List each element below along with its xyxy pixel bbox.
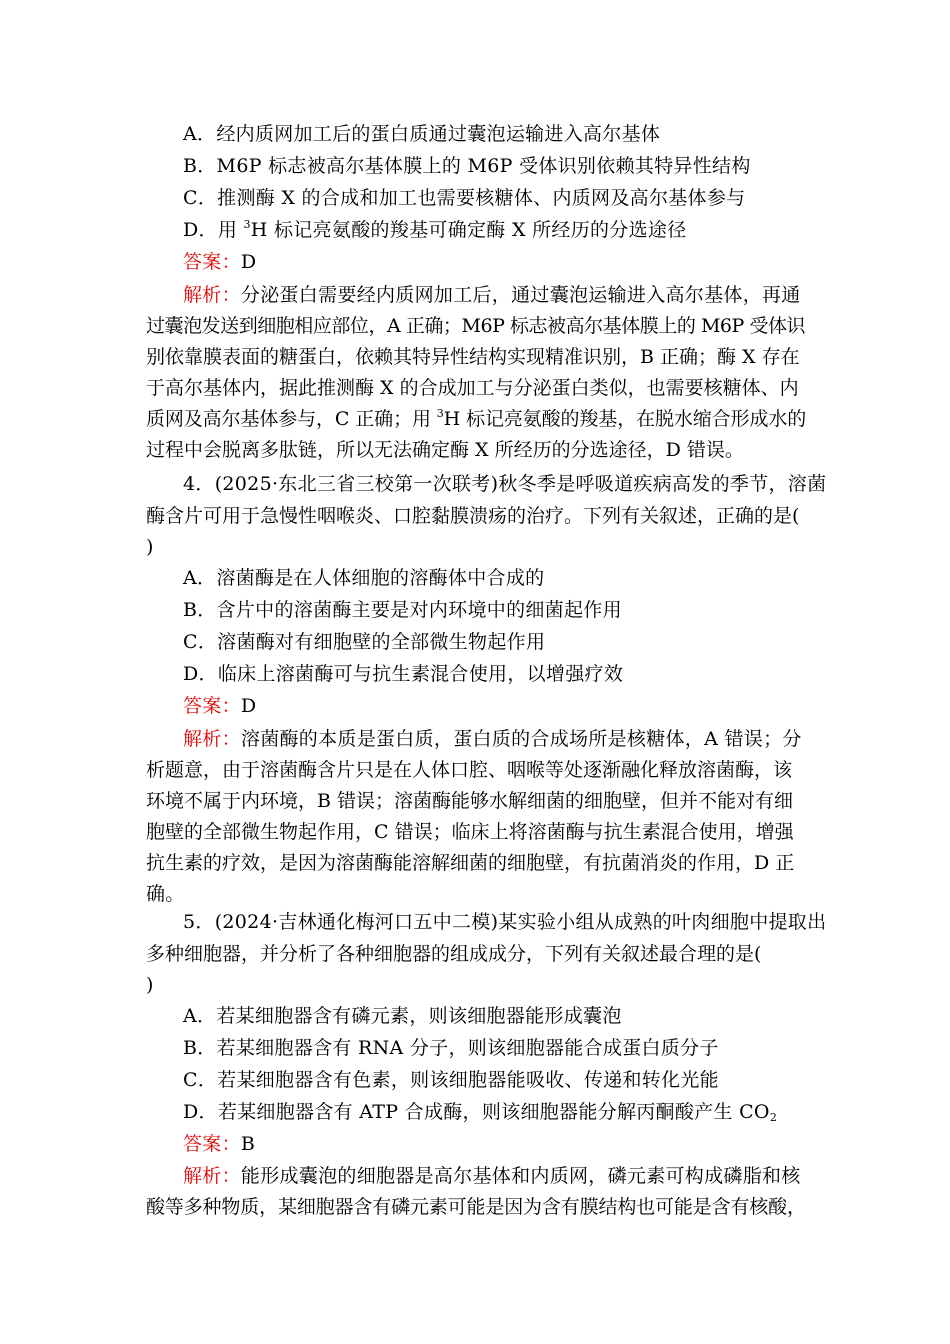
q3-option-c: C．推测酶 X 的合成和加工也需要核糖体、内质网及高尔基体参与: [183, 187, 746, 209]
q4-option-c: C．溶菌酶对有细胞壁的全部微生物起作用: [183, 631, 546, 653]
q5-option-c: C．若某细胞器含有色素，则该细胞器能吸收、传递和转化光能: [183, 1069, 719, 1091]
q3-explanation-line-5: 质网及高尔基体参与，C 正确；用 $^3$H 标记亮氨酸的羧基，在脱水缩合形成水的: [146, 407, 807, 430]
q3-answer: 答案：D: [183, 251, 257, 273]
q4-stem-line-1: 4．(2025·东北三省三校第一次联考)秋冬季是呼吸道疾病高发的季节，溶菌: [183, 473, 827, 495]
answer-label: 答案：: [183, 251, 241, 273]
answer-label: 答案：: [183, 1133, 241, 1155]
q4-option-d: D．临床上溶菌酶可与抗生素混合使用，以增强疗效: [183, 663, 624, 685]
q4-answer: 答案：D: [183, 695, 257, 717]
q4-option-b: B．含片中的溶菌酶主要是对内环境中的细菌起作用: [183, 599, 622, 621]
q4-explanation-line-6: 确。: [146, 883, 185, 905]
q5-stem-line-1: 5．(2024·吉林通化梅河口五中二模)某实验小组从成熟的叶肉细胞中提取出: [183, 911, 827, 933]
q3-explanation-line-6: 过程中会脱离多肽链，所以无法确定酶 X 所经历的分选途径，D 错误。: [146, 439, 744, 461]
q5-stem-line-3: ): [146, 974, 154, 996]
q5-option-b: B．若某细胞器含有 RNA 分子，则该细胞器能合成蛋白质分子: [183, 1037, 719, 1059]
q4-explanation-line-1: 解析：溶菌酶的本质是蛋白质，蛋白质的合成场所是核糖体，A 错误；分: [183, 728, 802, 750]
q3-explanation-line-1: 解析：分泌蛋白需要经内质网加工后，通过囊泡运输进入高尔基体，再通: [183, 284, 801, 306]
q4-stem-line-3: ): [146, 536, 154, 558]
q5-explanation-line-2: 酸等多种物质，某细胞器含有磷元素可能是因为含有膜结构也可能是含有核酸，: [146, 1196, 806, 1218]
q3-explanation-line-4: 于高尔基体内，据此推测酶 X 的合成加工与分泌蛋白类似，也需要核糖体、内: [146, 377, 799, 399]
q4-explanation-line-4: 胞壁的全部微生物起作用，C 错误；临床上将溶菌酶与抗生素混合使用，增强: [146, 821, 794, 843]
explanation-label: 解析：: [183, 284, 241, 306]
explanation-label: 解析：: [183, 1165, 241, 1187]
q5-option-a: A．若某细胞器含有磷元素，则该细胞器能形成囊泡: [183, 1005, 622, 1027]
q3-option-a: A．经内质网加工后的蛋白质通过囊泡运输进入高尔基体: [183, 123, 661, 145]
q5-stem-line-2: 多种细胞器，并分析了各种细胞器的组成成分，下列有关叙述最合理的是(: [146, 943, 762, 965]
q5-option-d: D．若某细胞器含有 ATP 合成酶，则该细胞器能分解丙酮酸产生 $CO_2$: [183, 1101, 778, 1124]
q3-explanation-line-2: 过囊泡发送到细胞相应部位，A 正确；M6P 标志被高尔基体膜上的 M6P 受体识: [146, 315, 806, 337]
q4-explanation-line-5: 抗生素的疗效，是因为溶菌酶能溶解细菌的细胞壁，有抗菌消炎的作用，D 正: [146, 852, 795, 874]
answer-label: 答案：: [183, 695, 241, 717]
q4-explanation-line-3: 环境不属于内环境，B 错误；溶菌酶能够水解细菌的细胞壁，但并不能对有细: [146, 790, 794, 812]
q4-stem-line-2: 酶含片可用于急慢性咽喉炎、口腔黏膜溃疡的治疗。下列有关叙述，正确的是(: [146, 505, 800, 527]
q3-option-b: B．M6P 标志被高尔基体膜上的 M6P 受体识别依赖其特异性结构: [183, 155, 751, 177]
q4-explanation-line-2: 析题意，由于溶菌酶含片只是在人体口腔、咽喉等处逐渐融化释放溶菌酶，该: [146, 759, 793, 781]
q4-option-a: A．溶菌酶是在人体细胞的溶酶体中合成的: [183, 567, 545, 589]
q5-explanation-line-1: 解析：能形成囊泡的细胞器是高尔基体和内质网，磷元素可构成磷脂和核: [183, 1165, 801, 1187]
explanation-label: 解析：: [183, 728, 241, 750]
q3-option-d: D．用 $^3$H 标记亮氨酸的羧基可确定酶 X 所经历的分选途径: [183, 218, 687, 241]
q3-explanation-line-3: 别依靠膜表面的糖蛋白，依赖其特异性结构实现精准识别，B 正确；酶 X 存在: [146, 346, 800, 368]
q5-answer: 答案：B: [183, 1133, 256, 1155]
